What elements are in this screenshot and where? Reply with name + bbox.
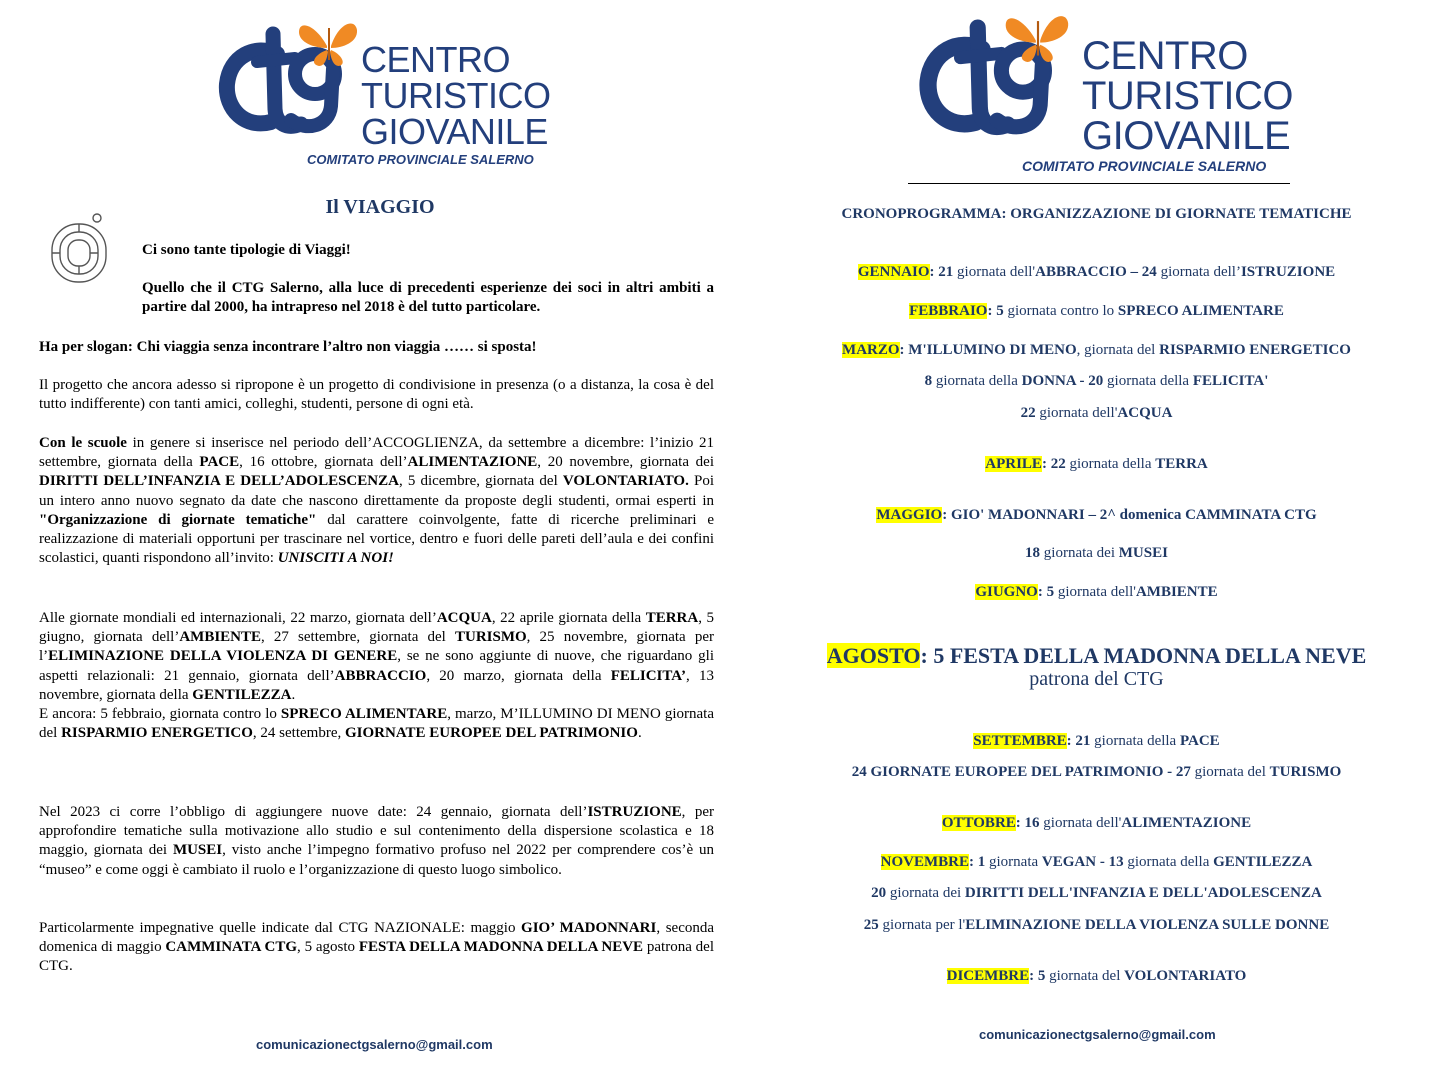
text-bold: 24 GIORNATE EUROPEE DEL PATRIMONIO - 27: [851, 764, 1191, 780]
paragraph-scuole: [39, 434, 714, 568]
text-bold: ELIMINAZIONE DELLA VIOLENZA DI GENERE: [48, 648, 398, 665]
text: giornata per l': [878, 917, 966, 933]
text: , 24 settembre,: [252, 725, 345, 742]
text: dal carattere coinvolgente, fatte di ricerche preliminari e realizzazione di materiali opportuni per trascinare nel vortice, dentro e fuori delle pareti dell’aula e dei confini scolastici, quanti rispondono all’invito:: [39, 511, 714, 567]
text-bold: TURISMO: [1269, 764, 1342, 780]
month-novembre: [760, 854, 1433, 871]
text: giornata contro lo: [1003, 303, 1118, 319]
header-divider: [908, 183, 1290, 184]
intro-first-line: Ci sono tante tipologie di Viaggi!: [142, 242, 351, 258]
text: , 5 agosto: [297, 939, 359, 956]
logo-subtitle: COMITATO PROVINCIALE SALERNO: [1022, 158, 1267, 174]
text-bold: :: [929, 264, 939, 280]
month-label: APRILE: [985, 456, 1042, 472]
text-bold: VOLONTARIATO: [1124, 968, 1247, 984]
text-bold: GIO’ MADONNARI: [521, 920, 657, 936]
text-bold-italic: UNISCITI A NOI!: [277, 550, 394, 567]
text-bold: ABBRACCIO: [334, 667, 427, 684]
text: Nel 2023 ci corre l’obbligo di aggiungere nuove date: 24 gennaio, giornata dell’: [39, 804, 588, 820]
month-label: GENNAIO: [857, 264, 930, 280]
text: giornata del: [1190, 764, 1270, 780]
text: , se ne sono aggiunte di nuove, che riguardano gli aspetti relazionali: 21 gennaio, giornata dell’: [39, 648, 714, 684]
text-bold: M'ILLUMINO DI MENO: [908, 342, 1077, 358]
paragraph-progetto: Il progetto che ancora adesso si ripropone è un progetto di condivisione in presenza (o a distanza, la cosa è del tutto indifferente) con tanti amici, colleghi, studenti, persone di ogni età.: [39, 377, 714, 413]
text: giornata della: [932, 373, 1022, 389]
logo-line-centro: CENTRO: [1082, 34, 1248, 78]
month-label: MARZO: [842, 342, 900, 358]
right-page: [760, 0, 1433, 1079]
text: E ancora: 5 febbraio, giornata contro lo: [39, 706, 281, 723]
month-marzo-2: [760, 373, 1433, 390]
text-bold: :: [942, 507, 951, 523]
text-bold: FELICITA': [1192, 373, 1269, 389]
month-gennaio: [760, 264, 1433, 281]
text-bold: RISPARMIO ENERGETICO: [1159, 342, 1351, 358]
text-bold: :: [1037, 584, 1047, 600]
text: giornata della: [1123, 854, 1214, 870]
logo-line-turistico: TURISTICO: [1082, 74, 1294, 118]
month-settembre: [760, 733, 1433, 750]
text: giornata della: [1090, 733, 1180, 749]
email-link[interactable]: comunicazionectgsalerno@gmail.com: [256, 1037, 493, 1052]
text-bold: CAMMINATA CTG: [165, 939, 297, 956]
text-bold: TURISMO: [454, 629, 527, 646]
text: giornata dei: [1040, 545, 1119, 561]
logo-line-giovanile: GIOVANILE: [1082, 114, 1291, 158]
month-settembre-2: [760, 764, 1433, 781]
text-bold: ISTRUZIONE: [587, 804, 682, 820]
text: giornata dell': [1035, 405, 1118, 421]
text: , 27 settembre, giornata del: [261, 629, 455, 646]
logo-subtitle: COMITATO PROVINCIALE SALERNO: [307, 152, 534, 167]
month-maggio: [760, 507, 1433, 524]
month-label: NOVEMBRE: [880, 854, 969, 870]
text-bold: Con le scuole: [39, 435, 127, 451]
logo-line-giovanile: GIOVANILE: [361, 111, 548, 152]
text-bold: 5 FESTA DELLA MADONNA DELLA NEVE: [933, 643, 1367, 668]
text-bold: 18: [1025, 545, 1041, 561]
month-label: OTTOBRE: [941, 815, 1016, 831]
month-label: FEBBRAIO: [909, 303, 988, 319]
text-bold: AMBIENTE: [179, 629, 262, 646]
text-bold: 21: [938, 264, 954, 280]
text-bold: PACE: [199, 454, 240, 471]
text-bold: MUSEI: [172, 842, 223, 859]
month-label: DICEMBRE: [946, 968, 1030, 984]
text-bold: ALIMENTAZIONE: [1121, 815, 1252, 831]
paragraph-2023: [39, 803, 714, 880]
paragraph-giornate-mondiali: [39, 609, 714, 743]
text-bold: GENTILEZZA: [192, 686, 292, 703]
month-label: SETTEMBRE: [973, 733, 1067, 749]
text: , 20 marzo, giornata della: [426, 667, 611, 684]
ctg-logo: [215, 14, 551, 172]
month-novembre-2: [760, 885, 1433, 902]
text-bold: :: [969, 854, 978, 870]
text: , 16 ottobre, giornata dell’: [239, 454, 408, 471]
text-bold: DIRITTI DELL'INFANZIA E DELL'ADOLESCENZA: [964, 885, 1322, 901]
text: , seconda domenica di maggio: [39, 920, 715, 956]
text-bold: :: [987, 303, 997, 319]
text-bold: ACQUA: [1117, 405, 1173, 421]
month-dicembre: [760, 968, 1433, 985]
text: giornata dell': [953, 264, 1036, 280]
month-giugno: [760, 584, 1433, 601]
text-bold: SPRECO ALIMENTARE: [1117, 303, 1284, 319]
logo-line-centro: CENTRO: [361, 39, 510, 80]
month-marzo-3: [760, 405, 1433, 422]
text: in genere si inserisce nel periodo dell’ACCOGLIENZA, da settembre a dicembre: l’inizio 21 settembre, giornata della: [39, 435, 714, 471]
text: , giornata del: [1076, 342, 1160, 358]
text-bold: 1: [977, 854, 986, 870]
text-bold: ELIMINAZIONE DELLA VIOLENZA SULLE DONNE: [965, 917, 1330, 933]
text-bold: :: [1015, 815, 1025, 831]
month-ottobre: [760, 815, 1433, 832]
text: giornata della: [1103, 373, 1193, 389]
text-bold: TERRA: [1155, 456, 1208, 472]
text-bold: 16: [1024, 815, 1040, 831]
text-bold: 21: [1075, 733, 1091, 749]
text: , per approfondire tematiche sulla motivazione allo studio e sul contenimento della dispersione scolastica e 18 maggio, giornata dei: [39, 804, 715, 859]
text-bold: GENTILEZZA: [1213, 854, 1313, 870]
ctg-logo-mark: [912, 6, 1080, 146]
text: giornata della: [1065, 456, 1156, 472]
text: Alle giornate mondiali ed internazionali, 22 marzo, giornata dell’: [39, 610, 437, 626]
month-novembre-3: [760, 917, 1433, 934]
text-bold: :: [899, 342, 909, 358]
paragraph-ctg-nazionale: [39, 919, 714, 977]
text: .: [637, 725, 642, 742]
text: giornata dell': [1054, 584, 1136, 600]
text-bold: AMBIENTE: [1135, 584, 1218, 600]
month-maggio-2: [760, 545, 1433, 562]
text-bold: VEGAN - 13: [1041, 854, 1124, 870]
text-bold: :: [1041, 456, 1051, 472]
text-bold: RISPARMIO ENERGETICO: [61, 725, 253, 742]
text: , 5 giugno, giornata dell’: [39, 610, 715, 646]
text-bold: 25: [863, 917, 879, 933]
text: giornata dei: [886, 885, 965, 901]
intro-paragraph: Quello che il CTG Salerno, alla luce di precedenti esperienze dei soci in altri ambiti a partire dal 2000, ha intrapreso nel 2018 è del tutto particolare.: [142, 280, 714, 316]
text-bold: GIORNATE EUROPEE DEL PATRIMONIO: [344, 725, 638, 742]
maze-icon: [48, 210, 112, 286]
cronoprogramma-heading: CRONOPROGRAMMA: ORGANIZZAZIONE DI GIORNATE TEMATICHE: [841, 206, 1352, 222]
text: , 20 novembre, giornata dei: [537, 454, 715, 471]
email-link[interactable]: comunicazionectgsalerno@gmail.com: [979, 1027, 1216, 1042]
text-bold: 22: [1020, 405, 1036, 421]
text-bold: :: [920, 643, 934, 668]
text: patrona del CTG.: [39, 939, 714, 975]
text-bold: FELICITA’: [610, 667, 687, 684]
text: , 5 dicembre, giornata del: [398, 473, 563, 490]
text: giornata del: [1045, 968, 1125, 984]
text-bold: :: [1066, 733, 1076, 749]
month-label: MAGGIO: [876, 507, 943, 523]
text-bold: ALIMENTAZIONE: [407, 454, 538, 471]
text: , 25 novembre, giornata per l’: [39, 629, 714, 665]
slogan: Ha per slogan: Chi viaggia senza incontrare l’altro non viaggia …… si sposta!: [39, 339, 537, 355]
text-bold: 5: [996, 303, 1004, 319]
text-bold: FESTA DELLA MADONNA DELLA NEVE: [358, 939, 644, 956]
text: Particolarmente impegnative quelle indicate dal CTG NAZIONALE: maggio: [39, 920, 522, 936]
text: Poi un intero anno nuovo segnato da date che nascono direttamente da proposte degli studenti, ormai esperti in: [39, 473, 714, 509]
text-bold: 8: [924, 373, 933, 389]
logo-line-turistico: TURISTICO: [361, 75, 551, 116]
text-bold: :: [1029, 968, 1038, 984]
month-label: AGOSTO: [826, 643, 921, 668]
text-bold: TERRA: [645, 610, 699, 626]
month-marzo: [760, 342, 1433, 359]
text: , marzo, M’ILLUMINO DI MENO giornata del: [39, 706, 715, 742]
text: giornata dell’: [1156, 264, 1241, 280]
text-bold: "Organizzazione di giornate tematiche": [39, 511, 317, 528]
text-bold: 5: [1046, 584, 1055, 600]
text: , visto anche l’impegno formativo profuso nel 2022 per comprendere cos’è un “museo” e come oggi è cambiato il ruolo e l’organizzazione di questo luogo simbolico.: [39, 842, 715, 878]
text-bold: 20: [871, 885, 887, 901]
text-bold: PACE: [1179, 733, 1220, 749]
text-bold: SPRECO ALIMENTARE: [280, 706, 448, 723]
text-bold: DONNA - 20: [1021, 373, 1104, 389]
text-bold: DIRITTI DELL’INFANZIA E DELL’ADOLESCENZA: [39, 473, 399, 490]
text: , 22 aprile giornata della: [491, 610, 646, 626]
text-bold: ACQUA: [436, 610, 492, 626]
text: , 13 novembre, giornata della: [39, 667, 714, 703]
month-aprile: [760, 456, 1433, 473]
text: giornata dell': [1039, 815, 1122, 831]
month-agosto-2: patrona del CTG: [1029, 668, 1164, 690]
text-bold: 22: [1050, 456, 1066, 472]
text-bold: ABBRACCIO – 24: [1035, 264, 1157, 280]
page-title: Il VIAGGIO: [325, 196, 435, 218]
text-bold: VOLONTARIATO.: [562, 473, 689, 490]
month-agosto: [760, 643, 1433, 669]
text: giornata: [985, 854, 1042, 870]
text-bold: MUSEI: [1118, 545, 1168, 561]
ctg-logo-mark: [215, 14, 365, 144]
text-bold: 5: [1037, 968, 1046, 984]
month-febbraio: [760, 303, 1433, 320]
text-bold: GIO' MADONNARI – 2^ domenica CAMMINATA CTG: [950, 507, 1317, 523]
month-label: GIUGNO: [975, 584, 1038, 600]
text-bold: ISTRUZIONE: [1240, 264, 1336, 280]
ctg-logo: [912, 6, 1292, 178]
text: .: [291, 686, 296, 703]
